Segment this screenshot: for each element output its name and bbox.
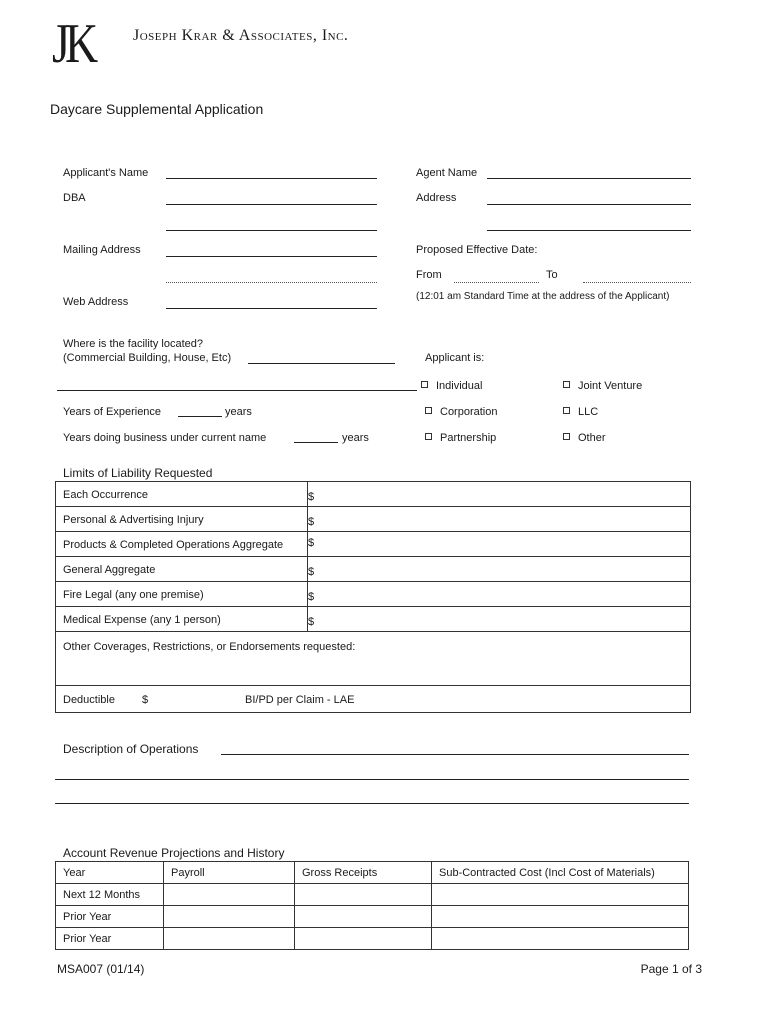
checkbox-icon — [425, 433, 432, 440]
limit-amount-field[interactable]: $ — [308, 591, 315, 603]
page-number: Page 1 of 3 — [640, 962, 702, 976]
checkbox-corporation[interactable] — [425, 406, 497, 418]
checkbox-label: Corporation — [440, 406, 498, 418]
limit-amount-field[interactable]: $ — [308, 491, 315, 503]
subcontracted-cost-cell[interactable] — [432, 928, 689, 950]
to-label: To — [546, 269, 558, 281]
facility-question-hint: (Commercial Building, House, Etc) — [63, 352, 232, 364]
from-label: From — [416, 269, 442, 281]
years-experience-field[interactable] — [178, 416, 222, 417]
table-row — [56, 928, 689, 950]
limit-label: Personal & Advertising Injury — [63, 514, 204, 526]
agent-name-label: Agent Name — [416, 167, 478, 179]
checkbox-partnership[interactable] — [425, 432, 496, 444]
table-row — [56, 884, 689, 906]
dba-field[interactable] — [166, 204, 377, 205]
from-date-field[interactable] — [454, 282, 539, 283]
checkbox-label: Partnership — [440, 432, 497, 444]
checkbox-label: LLC — [578, 406, 599, 418]
agent-name-field[interactable] — [487, 178, 691, 179]
limit-label: Medical Expense (any 1 person) — [63, 614, 221, 626]
checkbox-individual[interactable] — [421, 380, 482, 392]
facility-location-field[interactable] — [248, 363, 395, 364]
years-unit: years — [342, 432, 369, 444]
operations-field[interactable] — [221, 754, 689, 755]
table-row — [56, 906, 689, 928]
checkbox-joint-venture[interactable] — [563, 380, 642, 392]
checkbox-label: Individual — [436, 380, 483, 392]
limit-amount-field[interactable]: $ — [308, 516, 315, 528]
limit-label: Fire Legal (any one premise) — [63, 589, 204, 601]
checkbox-label: Other — [578, 432, 606, 444]
operations-section-title: Description of Operations — [63, 742, 199, 756]
checkbox-icon — [425, 407, 432, 414]
subcontracted-cost-cell[interactable] — [432, 906, 689, 928]
applicant-name-field[interactable] — [166, 178, 377, 179]
limit-amount-field[interactable]: $ — [308, 537, 315, 549]
payroll-cell[interactable] — [164, 928, 295, 950]
bipd-label: BI/PD per Claim - LAE — [245, 694, 355, 706]
gross-receipts-cell[interactable] — [295, 906, 432, 928]
form-id: MSA007 (01/14) — [57, 962, 145, 976]
years-experience-label: Years of Experience — [63, 406, 162, 418]
limits-row — [56, 582, 690, 607]
dba-label: DBA — [63, 192, 86, 204]
company-logo-mark: JK — [52, 13, 94, 75]
revenue-header-cell: Year — [56, 862, 164, 884]
years-business-field[interactable] — [294, 442, 338, 443]
checkbox-label: Joint Venture — [578, 380, 643, 392]
limits-row — [56, 607, 690, 632]
payroll-cell[interactable] — [164, 884, 295, 906]
limit-label: Products & Completed Operations Aggregate — [63, 539, 284, 551]
subcontracted-cost-cell[interactable] — [432, 884, 689, 906]
facility-location-field-line2[interactable] — [57, 390, 417, 391]
payroll-cell[interactable] — [164, 906, 295, 928]
web-address-field[interactable] — [166, 308, 377, 309]
limits-row — [56, 482, 690, 507]
facility-question: Where is the facility located? — [63, 338, 204, 350]
checkbox-icon — [563, 407, 570, 414]
revenue-year-cell: Prior Year — [56, 906, 164, 928]
limit-amount-field[interactable]: $ — [308, 616, 315, 628]
revenue-section-title: Account Revenue Projections and History — [63, 846, 285, 860]
page-title: Daycare Supplemental Application — [50, 101, 264, 117]
other-coverages-label: Other Coverages, Restrictions, or Endorsements requested: — [63, 641, 356, 653]
limits-section-title: Limits of Liability Requested — [63, 466, 213, 480]
address-field[interactable] — [487, 204, 691, 205]
applicant-name-label: Applicant's Name — [63, 167, 149, 179]
gross-receipts-cell[interactable] — [295, 884, 432, 906]
checkbox-icon — [563, 381, 570, 388]
to-date-field[interactable] — [583, 282, 691, 283]
company-name: Joseph Krar & Associates, Inc. — [133, 27, 349, 44]
time-note: (12:01 am Standard Time at the address of the Applicant) — [416, 291, 670, 302]
web-address-label: Web Address — [63, 296, 129, 308]
years-unit: years — [225, 406, 252, 418]
revenue-year-cell: Next 12 Months — [56, 884, 164, 906]
dba-field-line2[interactable] — [166, 230, 377, 231]
proposed-effective-date-label: Proposed Effective Date: — [416, 244, 538, 256]
limit-label: General Aggregate — [63, 564, 156, 576]
checkbox-llc[interactable] — [563, 406, 598, 418]
revenue-header-cell: Sub-Contracted Cost (Incl Cost of Materials) — [432, 862, 689, 884]
checkbox-icon — [421, 381, 428, 388]
address-label: Address — [416, 192, 457, 204]
limits-row — [56, 557, 690, 582]
limit-amount-field[interactable]: $ — [308, 566, 315, 578]
checkbox-icon — [563, 433, 570, 440]
limits-row — [56, 507, 690, 532]
other-coverages-row[interactable] — [56, 632, 690, 686]
operations-field-line3[interactable] — [55, 803, 689, 804]
mailing-address-field[interactable] — [166, 256, 377, 257]
limits-row — [56, 532, 690, 557]
checkbox-other[interactable] — [563, 432, 606, 444]
revenue-header-cell: Payroll — [164, 862, 295, 884]
address-field-line2[interactable] — [487, 230, 691, 231]
revenue-header-row — [56, 862, 689, 884]
revenue-year-cell: Prior Year — [56, 928, 164, 950]
applicant-is-label: Applicant is: — [425, 352, 485, 364]
deductible-row — [56, 686, 690, 713]
limit-label: Each Occurrence — [63, 489, 148, 501]
mailing-address-label: Mailing Address — [63, 244, 141, 256]
years-business-label: Years doing business under current name — [63, 432, 267, 444]
revenue-table — [55, 861, 689, 950]
revenue-header-cell: Gross Receipts — [295, 862, 432, 884]
mailing-address-field-line2[interactable] — [166, 282, 377, 283]
limits-table — [55, 481, 691, 713]
deductible-amount-field[interactable]: $ — [142, 694, 149, 706]
gross-receipts-cell[interactable] — [295, 928, 432, 950]
deductible-label: Deductible — [63, 694, 115, 706]
operations-field-line2[interactable] — [55, 779, 689, 780]
